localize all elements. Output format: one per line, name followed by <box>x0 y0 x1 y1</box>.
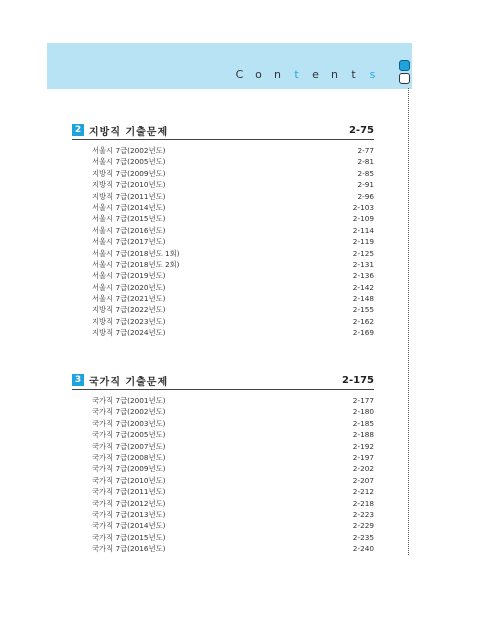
toc-row[interactable] <box>92 429 374 440</box>
toc-row-page: 2-240 <box>352 544 374 554</box>
toc-row-label: 국가직 7급(2011년도) <box>92 487 166 497</box>
section-items <box>72 145 374 339</box>
toc-row-page: 2-81 <box>357 157 374 167</box>
toc-row-page: 2-180 <box>352 407 374 417</box>
toc-row[interactable] <box>92 179 374 190</box>
toc-row-page: 2-114 <box>352 225 374 235</box>
toc-section-2 <box>72 121 374 339</box>
toc-row-label: 국가직 7급(2005년도) <box>92 430 166 440</box>
toc-row-page: 2-125 <box>352 248 374 258</box>
toc-row-page: 2-185 <box>352 418 374 428</box>
toc-row-label: 서울시 7급(2020년도) <box>92 282 166 292</box>
toc-row[interactable] <box>92 156 374 167</box>
toc-row[interactable] <box>92 293 374 304</box>
toc-row-page: 2-207 <box>352 475 374 485</box>
toc-row-label: 국가직 7급(2013년도) <box>92 509 166 519</box>
toc-row-page: 2-169 <box>352 328 374 338</box>
toc-row-page: 2-142 <box>352 282 374 292</box>
section-header <box>72 121 374 140</box>
outline-square-icon <box>399 73 410 84</box>
toc-row[interactable] <box>92 213 374 224</box>
toc-row[interactable] <box>92 509 374 520</box>
toc-row-page: 2-85 <box>357 168 374 178</box>
toc-row-page: 2-155 <box>352 305 374 315</box>
toc-row[interactable] <box>92 520 374 531</box>
toc-row-label: 서울시 7급(2021년도) <box>92 294 166 304</box>
contents-title <box>230 68 382 84</box>
toc-row-label: 국가직 7급(2014년도) <box>92 521 166 531</box>
section-number: 3 <box>72 374 84 386</box>
toc-row-label: 지방직 7급(2023년도) <box>92 316 166 326</box>
contents-letter: e <box>312 68 319 81</box>
toc-row[interactable] <box>92 327 374 338</box>
toc-row-page: 2-212 <box>352 487 374 497</box>
toc-row-label: 서울시 7급(2016년도) <box>92 225 166 235</box>
section-title[interactable]: 국가직 기출문제 <box>89 376 169 388</box>
toc-row[interactable] <box>92 532 374 543</box>
toc-row[interactable] <box>92 248 374 259</box>
toc-row-label: 지방직 7급(2011년도) <box>92 191 166 201</box>
section-number: 2 <box>72 124 84 136</box>
toc-row-page: 2-96 <box>357 191 374 201</box>
toc-row-label: 국가직 7급(2002년도) <box>92 407 166 417</box>
contents-letter: n <box>274 68 281 81</box>
toc-row-label: 지방직 7급(2009년도) <box>92 168 166 178</box>
toc-row-label: 지방직 7급(2010년도) <box>92 180 166 190</box>
contents-letter: s <box>369 68 376 81</box>
section-page: 2-175 <box>342 374 374 386</box>
toc-row-label: 서울시 7급(2014년도) <box>92 202 166 212</box>
toc-row-label: 서울시 7급(2019년도) <box>92 271 166 281</box>
toc-row-label: 지방직 7급(2022년도) <box>92 305 166 315</box>
toc-row[interactable] <box>92 395 374 406</box>
toc-row-label: 국가직 7급(2015년도) <box>92 532 166 542</box>
toc-row-page: 2-162 <box>352 316 374 326</box>
section-items <box>72 395 374 554</box>
toc-row[interactable] <box>92 270 374 281</box>
toc-row-page: 2-202 <box>352 464 374 474</box>
toc-row-label: 국가직 7급(2001년도) <box>92 396 166 405</box>
toc-row[interactable] <box>92 202 374 213</box>
toc-row-page: 2-131 <box>352 259 374 269</box>
toc-row[interactable] <box>92 259 374 270</box>
toc-row[interactable] <box>92 236 374 247</box>
toc-row[interactable] <box>92 316 374 327</box>
toc-row[interactable] <box>92 304 374 315</box>
toc-row-label: 서울시 7급(2015년도) <box>92 214 166 224</box>
toc-row[interactable] <box>92 486 374 497</box>
toc-row-label: 서울시 7급(2002년도) <box>92 146 166 155</box>
toc-row-label: 지방직 7급(2024년도) <box>92 328 166 338</box>
toc-row-page: 2-197 <box>352 452 374 462</box>
contents-letter: n <box>331 68 338 81</box>
dotted-divider <box>408 88 409 555</box>
toc-row-label: 국가직 7급(2009년도) <box>92 464 166 474</box>
toc-row-page: 2-103 <box>352 202 374 212</box>
toc-row-page: 2-91 <box>357 180 374 190</box>
toc-row[interactable] <box>92 145 374 156</box>
toc-row-page: 2-188 <box>352 430 374 440</box>
contents-letter: o <box>255 68 262 81</box>
toc-row-page: 2-229 <box>352 521 374 531</box>
toc-row-label: 서울시 7급(2018년도 1회) <box>92 248 180 258</box>
toc-row[interactable] <box>92 475 374 486</box>
contents-letter: t <box>294 68 299 81</box>
toc-row-label: 국가직 7급(2012년도) <box>92 498 166 508</box>
toc-row-label: 서울시 7급(2005년도) <box>92 157 166 167</box>
contents-letter: t <box>351 68 356 81</box>
section-page: 2-75 <box>348 124 374 136</box>
filled-square-icon <box>399 60 410 71</box>
toc-row-label: 국가직 7급(2016년도) <box>92 544 166 554</box>
toc-row[interactable] <box>92 452 374 463</box>
toc-row-page: 2-136 <box>352 271 374 281</box>
toc-row-page: 2-177 <box>352 396 374 405</box>
toc-row[interactable] <box>92 191 374 202</box>
toc-row-page: 2-218 <box>352 498 374 508</box>
toc-section-3 <box>72 371 374 554</box>
toc-row-label: 서울시 7급(2017년도) <box>92 237 166 247</box>
toc-row-label: 서울시 7급(2018년도 2회) <box>92 259 180 269</box>
toc-row-page: 2-109 <box>352 214 374 224</box>
toc-row[interactable] <box>92 463 374 474</box>
toc-row-page: 2-148 <box>352 294 374 304</box>
toc-row[interactable] <box>92 168 374 179</box>
toc-row-page: 2-77 <box>357 146 374 155</box>
toc-row-label: 국가직 7급(2003년도) <box>92 418 166 428</box>
toc-row-page: 2-235 <box>352 532 374 542</box>
toc-row[interactable] <box>92 498 374 509</box>
section-title[interactable]: 지방직 기출문제 <box>89 126 169 138</box>
contents-letter: C <box>235 68 244 81</box>
toc-row[interactable] <box>92 225 374 236</box>
toc-row-page: 2-223 <box>352 509 374 519</box>
toc-row-label: 국가직 7급(2008년도) <box>92 452 166 462</box>
toc-row[interactable] <box>92 282 374 293</box>
toc-row[interactable] <box>92 441 374 452</box>
toc-row[interactable] <box>92 543 374 554</box>
toc-row-label: 국가직 7급(2010년도) <box>92 475 166 485</box>
toc-row-page: 2-192 <box>352 441 374 451</box>
toc-row-label: 국가직 7급(2007년도) <box>92 441 166 451</box>
section-header <box>72 371 374 390</box>
toc-row-page: 2-119 <box>352 237 374 247</box>
toc-row[interactable] <box>92 418 374 429</box>
toc-row[interactable] <box>92 406 374 417</box>
